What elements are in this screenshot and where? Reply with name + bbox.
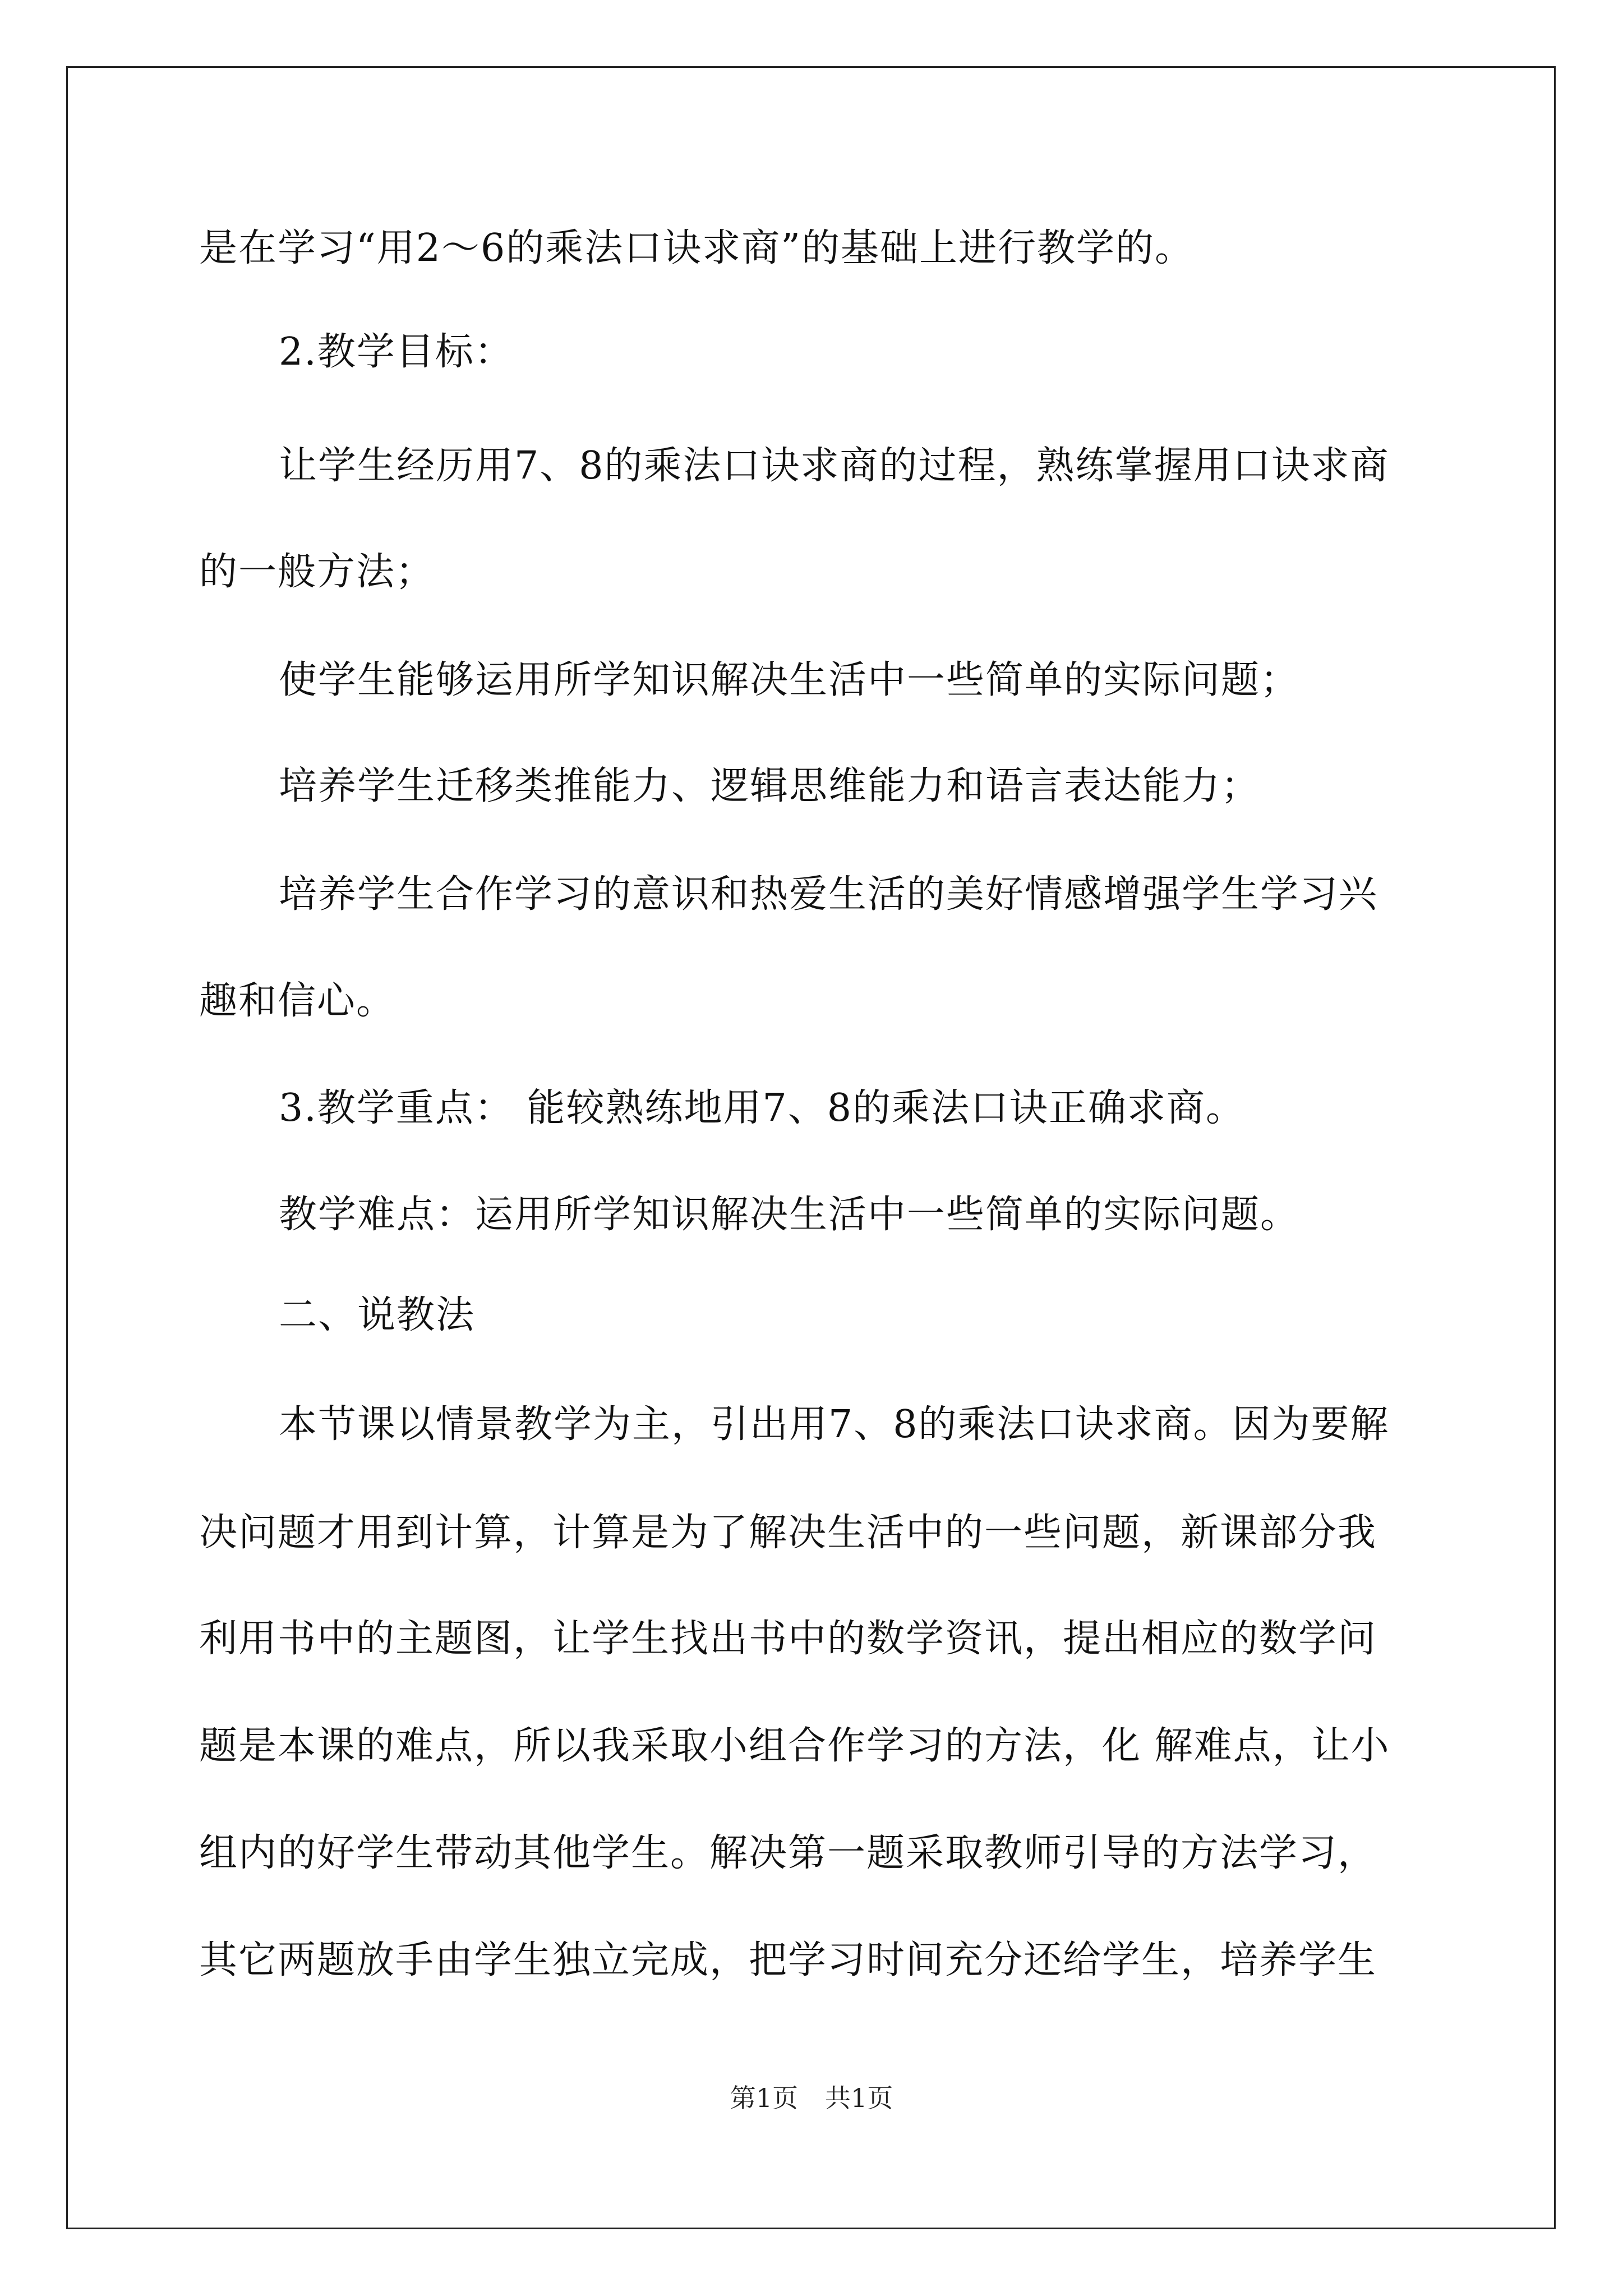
section-heading: 二、说教法: [279, 1293, 476, 1337]
text-line: 让学生经历用7、8的乘法口诀求商的过程，熟练掌握用口诀求商: [279, 444, 1390, 488]
text-line: 教学难点：运用所学知识解决生活中一些简单的实际问题。: [279, 1193, 1300, 1237]
text-line: 决问题才用到计算，计算是为了解决生活中的一些问题，新课部分我: [199, 1511, 1377, 1555]
section-heading: 2.教学目标：: [279, 330, 514, 374]
text-line: 题是本课的难点，所以我采取小组合作学习的方法，化 解难点，让小: [199, 1724, 1390, 1768]
text-line: 其它两题放手由学生独立完成，把学习时间充分还给学生，培养学生: [199, 1938, 1377, 1982]
text-line: 趣和信心。: [199, 979, 396, 1023]
text-line: 本节课以情景教学为主，引出用7、8的乘法口诀求商。因为要解: [279, 1402, 1390, 1447]
text-line: 组内的好学生带动其他学生。解决第一题采取教师引导的方法学习，: [199, 1831, 1377, 1875]
text-line: 培养学生迁移类推能力、逻辑思维能力和语言表达能力；: [279, 764, 1261, 808]
page-border: [66, 66, 1556, 2229]
page-number: 第1页: [730, 2083, 798, 2113]
text-line: 的一般方法；: [199, 550, 435, 594]
text-line: 是在学习“用2～6的乘法口诀求商”的基础上进行教学的。: [199, 226, 1195, 270]
page-footer: [0, 2081, 1623, 2115]
text-line: 使学生能够运用所学知识解决生活中一些简单的实际问题；: [279, 658, 1300, 702]
text-line: 利用书中的主题图，让学生找出书中的数学资讯，提出相应的数学问: [199, 1617, 1377, 1661]
page-total: 共1页: [825, 2083, 893, 2113]
section-heading: 3.教学重点： 能较熟练地用7、8的乘法口诀正确求商。: [279, 1086, 1246, 1130]
text-line: 培养学生合作学习的意识和热爱生活的美好情感增强学生学习兴: [279, 872, 1378, 917]
